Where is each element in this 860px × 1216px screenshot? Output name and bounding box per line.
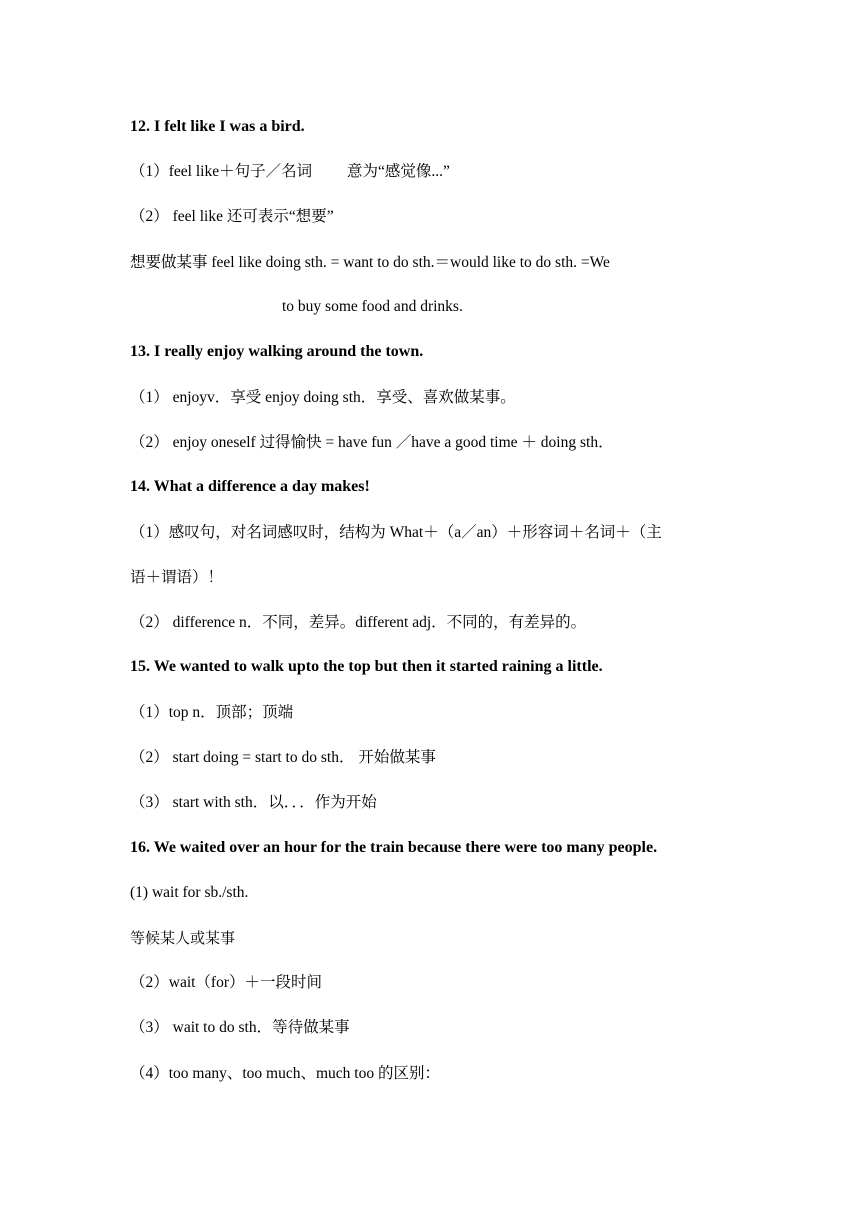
heading-item-15: 15. We wanted to walk upto the top but then it started raining a little. xyxy=(130,658,603,675)
note-line: （2） feel like 还可表示“想要” xyxy=(130,208,334,225)
note-line: （1）感叹句，对名词感叹时，结构为 What＋（a／an）＋形容词＋名词＋（主 xyxy=(130,524,662,541)
note-line: （3） start with sth．以．．．作为开始 xyxy=(130,794,377,811)
note-line: 等候某人或某事 xyxy=(130,929,236,947)
note-line: （2） enjoy oneself 过得愉快 = have fun ／have a good time ＋ doing sth． xyxy=(130,434,614,451)
note-line: （1） enjoyv．享受 enjoy doing sth．享受、喜欢做某事。 xyxy=(130,389,516,406)
note-line: （1）feel like＋句子／名词 意为“感觉像...” xyxy=(130,163,450,180)
heading-item-13: 13. I really enjoy walking around the town. xyxy=(130,343,424,360)
heading-item-14: 14. What a difference a day makes! xyxy=(130,478,370,495)
note-line: （3） wait to do sth．等待做某事 xyxy=(130,1019,350,1036)
note-line: （2） difference n．不同，差异。different adj．不同的，有差异的。 xyxy=(130,614,587,631)
note-line: 语＋谓语）！ xyxy=(130,569,224,586)
note-line-continuation: to buy some food and drinks. xyxy=(282,298,463,315)
note-line: （2）wait（for）＋一段时间 xyxy=(130,974,323,991)
heading-item-12: 12. I felt like I was a bird. xyxy=(130,118,305,135)
note-line: （1）top n．顶部；顶端 xyxy=(130,704,294,721)
note-line: （2） start doing = start to do sth． 开始做某事 xyxy=(130,749,436,766)
note-line: 想要做某事 feel like doing sth. = want to do sth.＝would like to do sth. =We xyxy=(130,254,610,271)
note-line: （4）too many、too much、much too 的区别： xyxy=(130,1065,440,1082)
note-line: (1) wait for sb./sth. xyxy=(130,884,249,901)
heading-item-16: 16. We waited over an hour for the train because there were too many people. xyxy=(130,839,658,856)
